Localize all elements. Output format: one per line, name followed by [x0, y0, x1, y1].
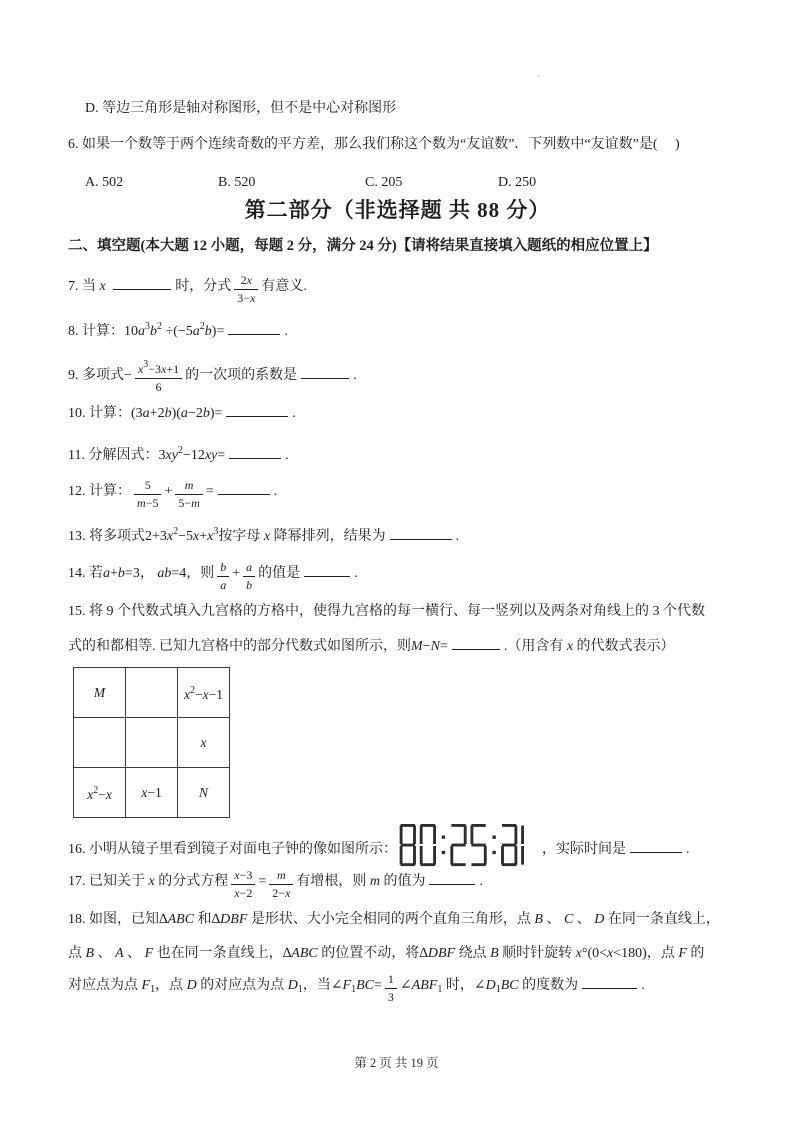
fraction [175, 478, 202, 511]
fraction [135, 357, 182, 395]
answer-blank [630, 838, 682, 853]
text-run: . [353, 368, 357, 383]
text-run: . [285, 448, 289, 463]
math-run: $F_1$ [141, 978, 156, 995]
grid-cell [178, 718, 230, 768]
text-run: 是形状、大小完全相同的两个直角三角形，点 [247, 912, 531, 927]
text-run: 的一次项的系数是 [185, 368, 298, 383]
q6-options [85, 171, 727, 194]
math-run: + [164, 484, 173, 499]
text-run: . [354, 566, 358, 581]
text-run: 也在同一条直线上， [156, 946, 283, 961]
text-run: ，当 [302, 978, 331, 993]
text-run: 顺时针旋转 [502, 946, 573, 961]
text-run: 时， [442, 978, 474, 993]
math-run: D [186, 978, 197, 993]
math-run: $\angle F_1BC=$ [330, 978, 382, 995]
math-run: $\angle ABF_1$ [399, 978, 443, 995]
text-run: 的度数为 [518, 978, 579, 993]
q15-line1 [68, 600, 727, 623]
text-run: 15. 将 9 个代数式填入九宫格的方格中，使得九宫格的每一横行、每一竖列以及两条对角线上的 3 个代数 [68, 604, 705, 619]
heading [68, 199, 727, 222]
grid-cell [74, 668, 126, 718]
math-run: a [220, 578, 227, 592]
q15-line2 [68, 635, 727, 658]
text-run: . [284, 324, 288, 339]
math-run: $x^2-x$ [87, 785, 112, 802]
math-run: B [534, 912, 543, 927]
section [68, 235, 727, 258]
math-run: 6 [155, 380, 162, 394]
q18-line1 [68, 908, 727, 931]
answer-blank [113, 275, 171, 290]
text-run: 的对应点为点 [200, 978, 285, 993]
math-run: N [198, 785, 208, 800]
math-run: C [563, 912, 574, 927]
math-run: = [258, 874, 267, 889]
q12 [68, 478, 727, 511]
grid-cell [126, 768, 178, 818]
text-run: 、 [576, 912, 591, 927]
math-run: x [566, 639, 574, 654]
text-run: 的位置不动，将 [317, 946, 420, 961]
text-run: A. 502 [85, 175, 124, 190]
text-run: 和 [194, 912, 212, 927]
answer-blank [218, 480, 270, 495]
math-run: m−5 [137, 496, 159, 510]
math-run: $10a^3b^2 \div(-5a^2b)=$ [124, 321, 225, 339]
fraction [231, 868, 255, 901]
text-run: ，实际时间是 [542, 842, 626, 857]
math-run: $\angle D_1BC$ [473, 978, 519, 995]
text-run: ， [139, 566, 154, 581]
text-run: 二、填空题(本大题 12 小题，每题 2 分，满分 24 分)【请将结果直接填入题纸的相应位置上】 [68, 238, 658, 254]
text-run: 在同一条直线上， [607, 912, 720, 927]
math-run: a [246, 560, 253, 574]
text-run: . [292, 406, 296, 421]
math-run: x [200, 735, 207, 750]
q11 [68, 439, 727, 467]
math-run: m [369, 874, 380, 889]
answer-blank [582, 974, 637, 989]
text-run: 18. 如图，已知 [68, 912, 159, 927]
math-run: ab=4 [157, 566, 187, 581]
math-run: 5−m [178, 496, 200, 510]
q13 [68, 520, 727, 548]
q14 [68, 560, 727, 593]
math-run: m [184, 478, 194, 492]
math-run: = [205, 484, 214, 499]
math-run: a+b=3 [103, 566, 140, 581]
text-run: D. 等边三角形是轴对称图形，但不是中心对称图形 [85, 101, 397, 116]
text-run: . [479, 874, 483, 889]
grid-cell [126, 718, 178, 768]
math-run: x [148, 874, 155, 889]
math-run: M−N= [411, 639, 448, 654]
text-run: 时，分式 [175, 279, 232, 294]
math-run: 3 [387, 990, 394, 1004]
text-run: 点 [68, 946, 82, 961]
math-run: x−1 [141, 785, 162, 800]
math-run: b [220, 560, 227, 574]
text-run: .（用含有 [503, 639, 564, 654]
math-run: 2−x [272, 886, 291, 900]
math-run: ∆ABC [282, 946, 318, 961]
d-option [85, 97, 727, 120]
math-run: ∆ABC [159, 912, 195, 927]
math-run: A [115, 946, 124, 961]
fraction [243, 560, 255, 593]
answer-blank [301, 364, 349, 379]
math-run: 5 [144, 478, 151, 492]
math-run: 2x [240, 273, 252, 287]
text-run: C. 205 [365, 175, 403, 190]
answer-blank [304, 562, 350, 577]
text-run: 式的和都相等. 已知九宫格中的部分代数式如图所示，则 [68, 639, 411, 654]
text-run: 的 [690, 946, 705, 961]
mirror-clock-display [399, 824, 540, 868]
text-run: . [455, 529, 460, 544]
text-run: 的代数式表示） [576, 639, 675, 654]
math-run: ∆DBF [419, 946, 456, 961]
answer-blank [228, 320, 280, 335]
grid-cell [74, 768, 126, 818]
answer-blank [452, 635, 500, 650]
math-run: $3xy^2-12xy=$ [158, 445, 226, 463]
q18-line3 [68, 972, 727, 1005]
magic-square [73, 667, 727, 818]
math-run: − [124, 368, 132, 383]
text-run: 的值是 [258, 566, 301, 581]
grid-cell [126, 668, 178, 718]
text-run: 、 [546, 912, 561, 927]
magic-square-table [73, 667, 230, 818]
text-run: ，点 [155, 978, 184, 993]
math-run: $x^3-3x+1$ [137, 359, 180, 376]
math-run: $x^2-x-1$ [184, 685, 223, 702]
math-run: b [246, 578, 253, 592]
math-run: F [678, 946, 687, 961]
fraction [269, 868, 293, 901]
fraction [385, 972, 397, 1005]
math-run: $D_1$ [287, 978, 303, 995]
q8 [68, 315, 727, 343]
text-run: 、 [97, 946, 112, 961]
text-run: 降幂排列，结果为 [273, 529, 386, 544]
text-run: 的值为 [383, 874, 426, 889]
grid-cell [178, 768, 230, 818]
text-run: 13. 将多项式 [68, 529, 145, 544]
answer-blank [390, 525, 452, 540]
text-run: 对应点为点 [68, 978, 138, 993]
text-run: 有意义. [261, 279, 307, 294]
math-run: x−2 [234, 886, 253, 900]
text-run: ，点 [646, 946, 675, 961]
text-run: 绕点 [455, 946, 487, 961]
fraction [217, 560, 229, 593]
fraction [234, 273, 258, 306]
math-run: F [144, 946, 154, 961]
text-run: 8. 计算： [68, 324, 124, 339]
math-run: (3a+2b)(a−2b)= [131, 406, 223, 421]
text-run: 有增根，则 [296, 874, 367, 889]
stray-mark: · [537, 72, 541, 83]
text-run: 第二部分（非选择题 共 88 分） [244, 198, 551, 222]
q18-line2 [68, 942, 727, 965]
math-run: + [232, 566, 241, 581]
q10 [68, 402, 727, 425]
math-run: x−3 [234, 868, 253, 882]
math-run: D [594, 912, 605, 927]
fraction [134, 478, 161, 511]
answer-blank [429, 870, 475, 885]
q17 [68, 868, 727, 901]
text-run: . [686, 842, 690, 857]
math-run: ∆DBF [211, 912, 248, 927]
math-run: 3−x [237, 291, 256, 305]
math-run: 1 [387, 972, 394, 986]
text-run: ，则 [186, 566, 215, 581]
math-run: B [85, 946, 95, 961]
q16 [68, 824, 727, 868]
text-run: B. 520 [218, 175, 256, 190]
math-run: M [93, 685, 106, 700]
text-run: 16. 小明从镜子里看到镜子对面电子钟的像如图所示： [68, 842, 397, 857]
text-run: 7. 当 [68, 279, 96, 294]
math-run: x°(0<x<180) [575, 946, 647, 961]
text-run: D. 250 [498, 175, 537, 190]
text-run: 9. 多项式 [68, 368, 124, 383]
text-run: 12. 计算： [68, 484, 131, 499]
q9 [68, 357, 727, 395]
text-run: 的分式方程 [158, 874, 229, 889]
text-run: 10. 计算： [68, 406, 131, 421]
q7 [68, 273, 727, 306]
text-run: 17. 已知关于 [68, 874, 145, 889]
q6 [68, 133, 727, 156]
answer-blank [226, 402, 288, 417]
math-run: $2+3x^2-5x+x^3$ [145, 526, 219, 544]
page-footer: 第 2 页 共 19 页 [354, 1056, 439, 1070]
text-run: 11. 分解因式： [68, 448, 159, 463]
text-run: . [641, 978, 645, 993]
answer-blank [229, 444, 281, 459]
math-run: m [276, 868, 286, 882]
grid-cell [74, 718, 126, 768]
grid-cell [178, 668, 230, 718]
text-run: 、 [127, 946, 142, 961]
text-run: . [273, 484, 278, 499]
math-run: B [490, 946, 499, 961]
text-run: 6. 如果一个数等于两个连续奇数的平方差，那么我们称这个数为“友谊数”．下列数中“友谊数”是( ) [68, 137, 680, 152]
text-run: 14. 若 [68, 566, 103, 581]
math-run: x [99, 279, 106, 294]
text-run: 按字母 [218, 529, 261, 544]
math-run: x [263, 529, 271, 544]
